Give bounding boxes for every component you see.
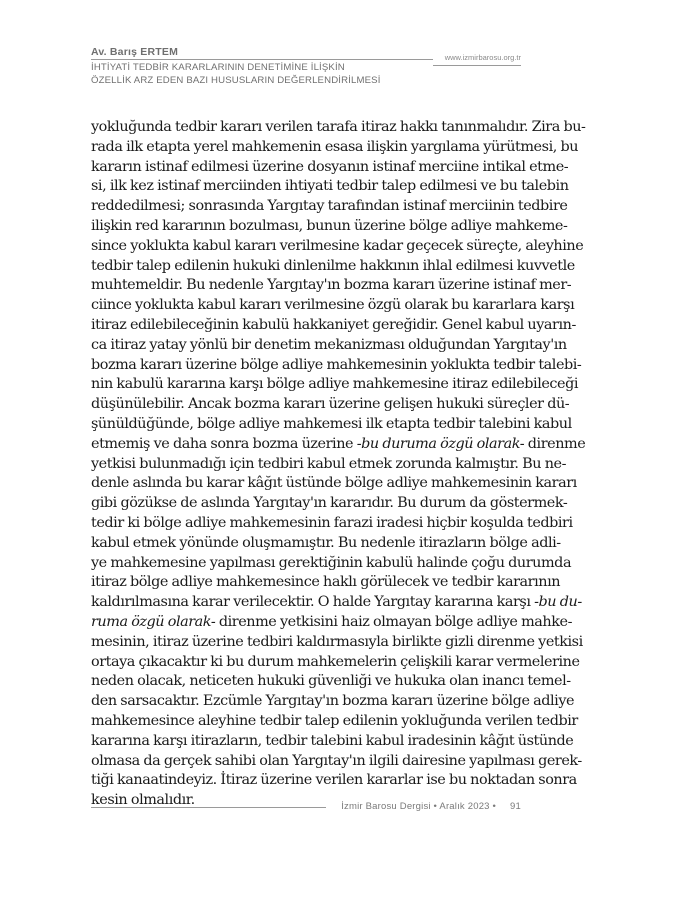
text-line: denle aslında bu karar kâğıt üstünde bölge adliye mahkemesinin kararı [91, 475, 577, 492]
text-segment: kaldırılmasına karar verilecektir. O halde Yargıtay kararına karşı [91, 594, 535, 611]
text-line: ye mahkemesine yapılması gerektiğinin kabulü halinde çoğu durumda [91, 554, 572, 571]
text-line: mahkemesince aleyhine tedbir talep edilenin yokluğunda verilen tedbir [91, 712, 578, 729]
text-line: bozma kararı üzerine bölge adliye mahkemesinin yoklukta tedbir talebi- [91, 356, 582, 373]
running-header [91, 46, 521, 92]
text-line: ortaya çıkacaktır ki bu durum mahkemelerin çelişkili karar vermelerine [91, 653, 580, 670]
text-line: tedir ki bölge adliye mahkemesinin farazi iradesi hiçbir koşulda tedbiri [91, 514, 573, 531]
body-paragraph [91, 118, 586, 811]
text-line: yokluğunda tedbir kararı verilen tarafa itiraz hakkı tanınmalıdır. Zira bu- [91, 119, 586, 135]
text-line: ca itiraz yatay yönlü bir denetim mekanizması olduğundan Yargıtay'ın [91, 336, 567, 353]
text-line: reddedilmesi; sonrasında Yargıtay tarafından istinaf merciinin tedbire [91, 198, 568, 215]
text-line: ciince yoklukta kabul kararı verilmesine özgü olarak bu kararlara karşı [91, 297, 575, 314]
journal-name: İzmir Barosu Dergisi • Aralık 2023 • [341, 801, 497, 812]
text-line: yetkisi bulunmadığı için tedbiri kabul etmek zorunda kalmıştır. Bu ne- [91, 455, 567, 472]
text-line: den sarsacaktır. Ezcümle Yargıtay'ın bozma kararı üzerine bölge adliye [91, 693, 575, 710]
text-line: neden olacak, neticeten hukuki güvenliği ve hukuka olan inancı temel- [91, 673, 571, 690]
text-line: muhtemeldir. Bu nedenle Yargıtay'ın bozma kararı üzerine istinaf mer- [91, 277, 572, 294]
text-line: kabul etmek yönünde oluşmamıştır. Bu nedenle itirazların bölge adli- [91, 534, 561, 551]
text-line-with-italic [91, 593, 582, 613]
text-line: ilişkin red kararının bozulması, bunun üzerine bölge adliye mahkeme- [91, 217, 568, 234]
text-line: olmasa da gerçek sahibi olan Yargıtay'ın ilgili dairesine yapılması gerek- [91, 752, 582, 769]
text-line: kesin olmalıdır. [91, 792, 195, 809]
text-line-with-italic [91, 435, 586, 455]
article-title [91, 62, 381, 87]
text-segment: direnme yetkisini haiz olmayan bölge adliye mahke- [215, 613, 572, 630]
running-footer [91, 801, 521, 821]
page-number: 91 [510, 801, 521, 812]
text-line: kararına karşı itirazların, tedbir talebini kabul iradesinin kâğıt üstünde [91, 732, 574, 749]
italic-phrase: -bu du- [534, 594, 582, 611]
text-line: itiraz bölge adliye mahkemesince haklı görülecek ve tedbir kararının [91, 574, 561, 591]
text-line: itiraz edilebileceğinin kabulü hakkaniyet gereğidir. Genel kabul uyarın- [91, 316, 576, 333]
text-line: rada ilk etapta yerel mahkemenin esasa ilişkin yargılama yürütmesi, bu [91, 138, 579, 155]
italic-phrase: -bu duruma özgü olarak- [356, 435, 525, 452]
text-line: gibi gözükse de aslında Yargıtay'ın kararıdır. Bu durum da göstermek- [91, 495, 568, 512]
article-title-line-1: İHTİYATİ TEDBİR KARARLARININ DENETİMİNE İLİŞKİN [91, 62, 345, 73]
text-line-with-italic [91, 613, 572, 633]
text-line: since yoklukta kabul kararı verilmesine kadar geçecek süreçte, aleyhine [91, 237, 584, 254]
article-title-line-2: ÖZELLİK ARZ EDEN BAZI HUSUSLARIN DEĞERLENDİRİLMESİ [91, 74, 381, 86]
text-line: nin kabulü kararına karşı bölge adliye mahkemesine itiraz edilebileceği [91, 376, 579, 393]
footer-divider [91, 807, 326, 808]
text-line: kararın istinaf edilmesi üzerine dosyanın istinaf merciine intikal etme- [91, 158, 569, 175]
author-name: Av. Barış ERTEM [91, 46, 179, 58]
text-line: tiği kanaatindeyiz. İtiraz üzerine verilen kararlar ise bu noktadan sonra [91, 772, 577, 789]
header-divider-right [433, 65, 521, 66]
footer-info [341, 801, 521, 812]
text-segment: etmemiş ve daha sonra bozma üzerine [91, 435, 357, 452]
italic-phrase: ruma özgü olarak- [91, 613, 216, 630]
text-line: düşünülebilir. Ancak bozma kararı üzerine gelişen hukuki süreçler dü- [91, 396, 570, 413]
text-line: şünüldüğünde, bölge adliye mahkemesi ilk etapta tedbir talebini kabul [91, 415, 572, 432]
text-line: mesinin, itiraz üzerine tedbiri kaldırmasıyla birlikte gizli direnme yetkisi [91, 633, 583, 650]
text-segment: direnme [524, 435, 586, 452]
text-line: si, ilk kez istinaf merciinden ihtiyati tedbir talep edilmesi ve bu talebin [91, 178, 569, 195]
website-url: www.izmirbarosu.org.tr [444, 53, 521, 62]
header-divider [91, 59, 433, 60]
text-line: tedbir talep edilenin hukuki dinlenilme hakkının ihlal edilmesi kuvvetle [91, 257, 575, 274]
